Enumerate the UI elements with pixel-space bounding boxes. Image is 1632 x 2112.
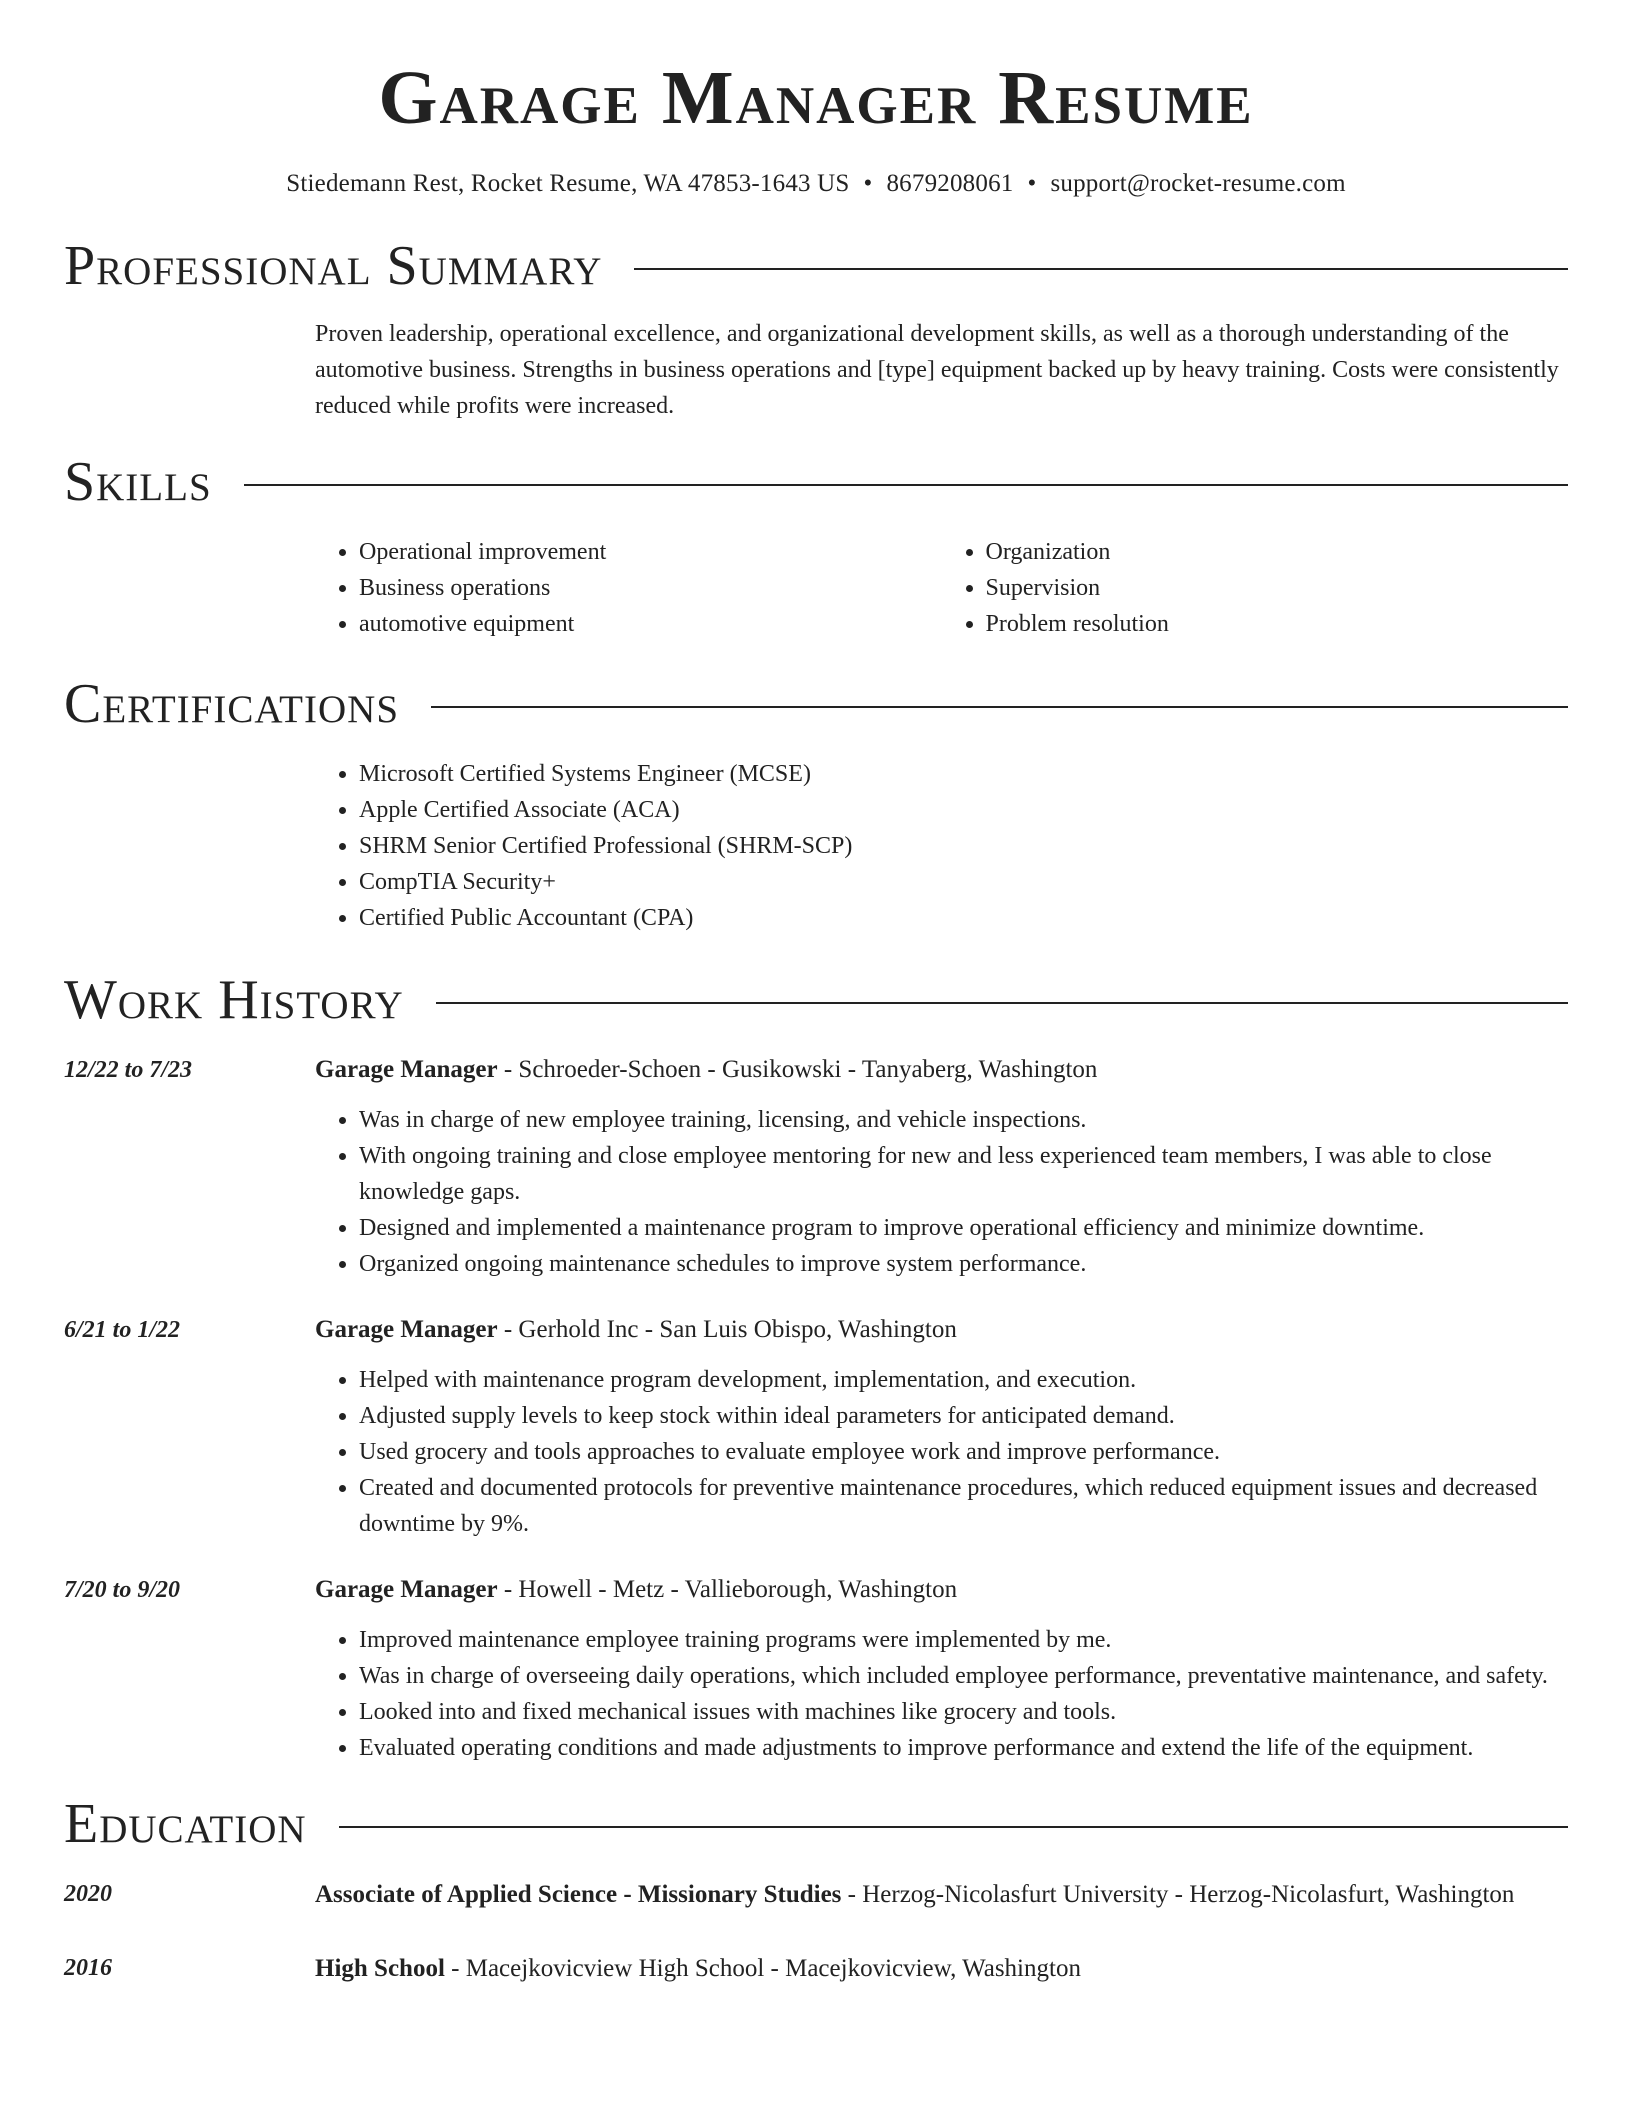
section-header-skills bbox=[64, 451, 1568, 513]
work-entry bbox=[64, 1312, 1568, 1542]
skill-item: • automotive equipment bbox=[359, 606, 942, 642]
certification-item: • Apple Certified Associate (ACA) bbox=[359, 792, 1568, 828]
work-bullet: • Was in charge of new employee training, licensing, and vehicle inspections. bbox=[359, 1102, 1568, 1138]
contact-separator: • bbox=[1027, 170, 1037, 197]
work-bullet: • Evaluated operating conditions and made adjustments to improve performance and extend the life of the equipment. bbox=[359, 1730, 1568, 1766]
section-divider bbox=[436, 1002, 1568, 1004]
work-entry bbox=[64, 1572, 1568, 1766]
certifications-list bbox=[315, 756, 1568, 936]
skills-column-left bbox=[315, 534, 942, 642]
work-bullet: • Improved maintenance employee training programs were implemented by me. bbox=[359, 1622, 1568, 1658]
contact-email: support@rocket-resume.com bbox=[1050, 170, 1346, 197]
certification-item: • Microsoft Certified Systems Engineer (MCSE) bbox=[359, 756, 1568, 792]
job-employer: - Gerhold Inc - San Luis Obispo, Washington bbox=[497, 1316, 957, 1343]
section-title-education: Education bbox=[64, 1793, 307, 1855]
section-title-summary: Professional Summary bbox=[64, 235, 603, 297]
certification-item: • CompTIA Security+ bbox=[359, 864, 1568, 900]
education-school: - Macejkovicview High School - Macejkovicview, Washington bbox=[444, 1955, 1081, 1982]
work-bullet: • Organized ongoing maintenance schedules to improve system performance. bbox=[359, 1246, 1568, 1282]
work-entry bbox=[64, 1052, 1568, 1282]
work-position bbox=[315, 1312, 1568, 1348]
work-bullet: • Was in charge of overseeing daily operations, which included employee performance, preventative maintenance, and safety. bbox=[359, 1658, 1568, 1694]
section-title-work-history: Work History bbox=[64, 969, 404, 1031]
job-title: Garage Manager bbox=[315, 1576, 498, 1603]
job-title: Garage Manager bbox=[315, 1316, 498, 1343]
contact-phone: 8679208061 bbox=[886, 170, 1014, 197]
certification-item: • Certified Public Accountant (CPA) bbox=[359, 900, 1568, 936]
skill-item: • Problem resolution bbox=[986, 606, 1569, 642]
skill-item: • Organization bbox=[986, 534, 1569, 570]
section-header-education bbox=[64, 1793, 1568, 1855]
education-degree: Associate of Applied Science - Missionary Studies bbox=[315, 1881, 842, 1908]
work-bullet: • Used grocery and tools approaches to evaluate employee work and improve performance. bbox=[359, 1434, 1568, 1470]
skills-column-right bbox=[942, 534, 1569, 642]
work-position bbox=[315, 1052, 1568, 1088]
skill-item: • Business operations bbox=[359, 570, 942, 606]
section-title-certifications: Certifications bbox=[64, 673, 400, 735]
education-year: 2016 bbox=[64, 1955, 112, 1981]
work-bullet: • Looked into and fixed mechanical issues with machines like grocery and tools. bbox=[359, 1694, 1568, 1730]
education-degree: High School bbox=[315, 1955, 445, 1982]
contact-separator: • bbox=[863, 170, 873, 197]
work-bullet: • With ongoing training and close employee mentoring for new and less experienced team members, I was able to close knowledge gaps. bbox=[359, 1138, 1568, 1210]
section-title-skills: Skills bbox=[64, 451, 212, 513]
work-bullets bbox=[315, 1362, 1568, 1542]
job-employer: - Howell - Metz - Vallieborough, Washington bbox=[497, 1576, 958, 1603]
resume-title: Garage Manager Resume bbox=[378, 56, 1254, 140]
skill-item: • Operational improvement bbox=[359, 534, 942, 570]
section-divider bbox=[431, 706, 1568, 708]
job-title: Garage Manager bbox=[315, 1056, 498, 1083]
education-entry bbox=[64, 1950, 1568, 1988]
contact-line bbox=[64, 170, 1568, 198]
skill-item: • Supervision bbox=[986, 570, 1569, 606]
work-bullet: • Created and documented protocols for preventive maintenance procedures, which reduced equipment issues and decreased downtime by 9%. bbox=[359, 1470, 1568, 1542]
work-bullets bbox=[315, 1102, 1568, 1282]
certification-item: • SHRM Senior Certified Professional (SHRM-SCP) bbox=[359, 828, 1568, 864]
section-divider bbox=[244, 484, 1568, 486]
work-bullet: • Adjusted supply levels to keep stock within ideal parameters for anticipated demand. bbox=[359, 1398, 1568, 1434]
skills-list bbox=[315, 534, 1568, 642]
work-dates: 12/22 to 7/23 bbox=[64, 1057, 193, 1083]
section-divider bbox=[634, 268, 1568, 270]
education-school: - Herzog-Nicolasfurt University - Herzog-Nicolasfurt, Washington bbox=[841, 1881, 1515, 1908]
work-bullets bbox=[315, 1622, 1568, 1766]
section-header-certifications bbox=[64, 673, 1568, 735]
work-position bbox=[315, 1572, 1568, 1608]
section-divider bbox=[339, 1826, 1568, 1828]
work-bullet: • Helped with maintenance program development, implementation, and execution. bbox=[359, 1362, 1568, 1398]
summary-text: Proven leadership, operational excellence, and organizational development skills, as well as a thorough understanding of the automotive business. Strengths in business operations and [type] equipment backed up by heavy training. Costs were consistently reduced while profits were increased. bbox=[315, 321, 1559, 419]
education-entry bbox=[64, 1876, 1568, 1914]
section-header-summary bbox=[64, 235, 1568, 297]
job-employer: - Schroeder-Schoen - Gusikowski - Tanyaberg, Washington bbox=[497, 1056, 1098, 1083]
work-dates: 7/20 to 9/20 bbox=[64, 1577, 181, 1603]
work-bullet: • Designed and implemented a maintenance program to improve operational efficiency and minimize downtime. bbox=[359, 1210, 1568, 1246]
work-dates: 6/21 to 1/22 bbox=[64, 1317, 181, 1343]
section-header-work-history bbox=[64, 969, 1568, 1031]
education-year: 2020 bbox=[64, 1881, 112, 1907]
contact-address: Stiedemann Rest, Rocket Resume, WA 47853-1643 US bbox=[286, 170, 850, 197]
